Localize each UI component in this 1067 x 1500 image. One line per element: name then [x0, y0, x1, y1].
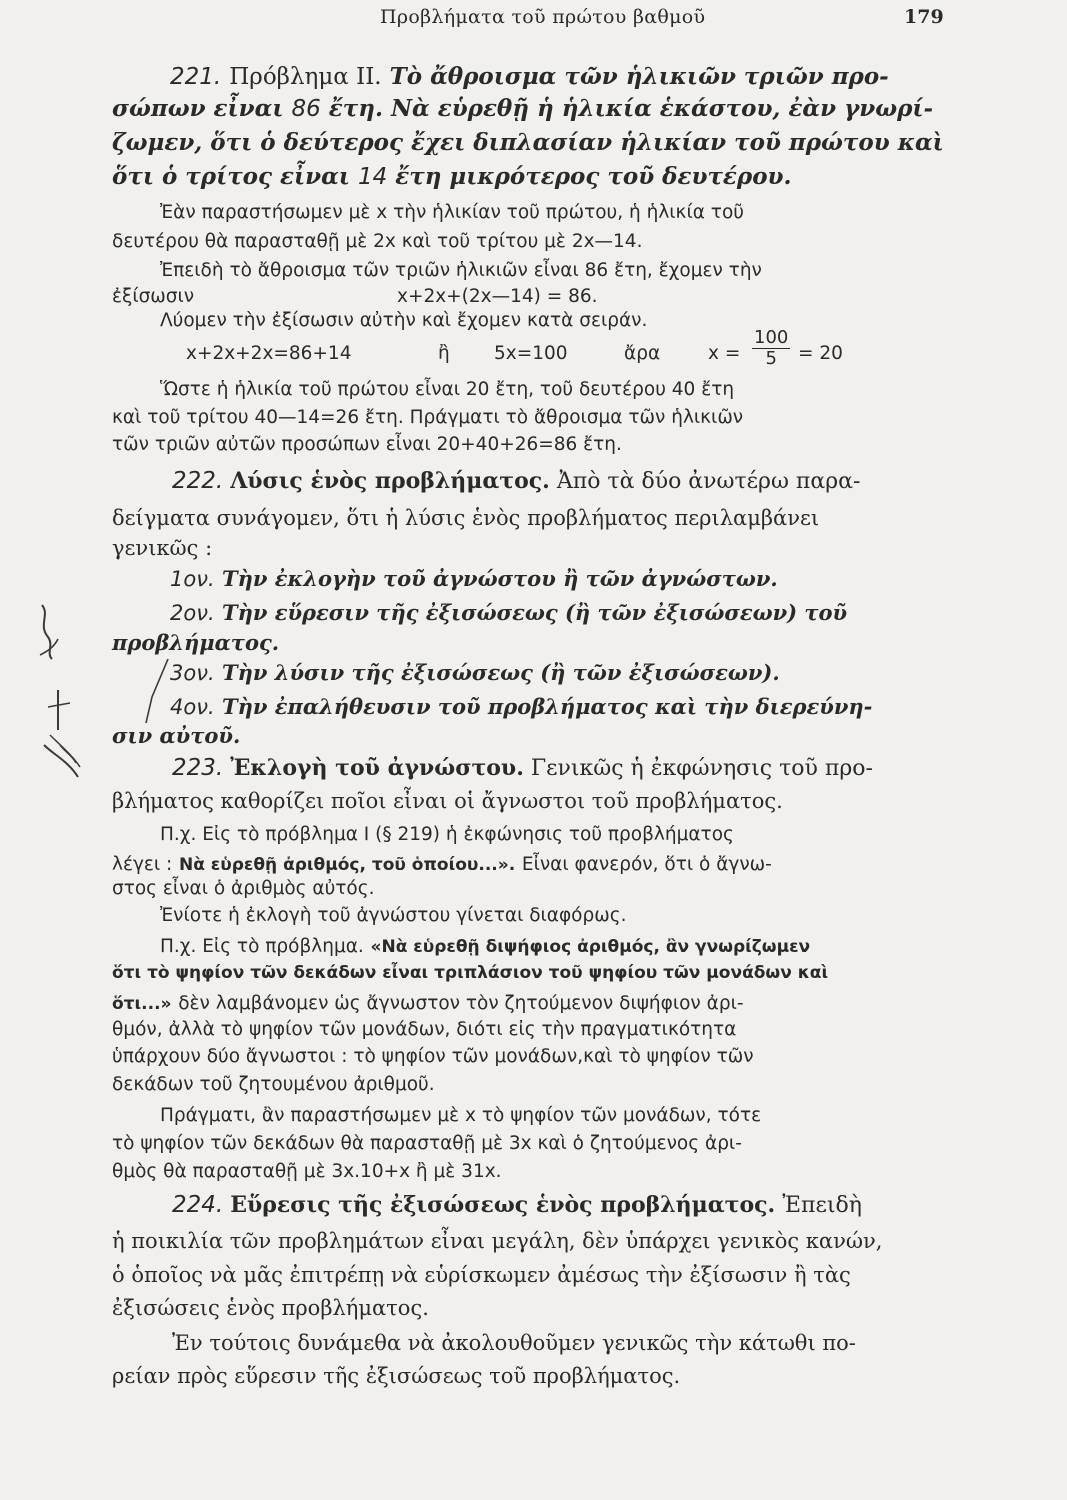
problem-text: ἔτη. Νὰ εὑρεθῇ ἡ ἡλικία ἑκάστου, ἐὰν γνωρί-	[328, 95, 934, 122]
step-3	[170, 660, 780, 686]
body-line: δεκάδων τοῦ ζητουμένου ἀριθμοῦ.	[112, 1074, 435, 1095]
body-text: δὲν λαμβάνομεν ὡς ἄγνωστον τὸν ζητούμενον διψήφιον ἀρι-	[178, 993, 744, 1014]
section-number: 221.	[170, 64, 222, 90]
body-line	[112, 850, 772, 878]
body-line: Ἐνίοτε ἡ ἐκλογὴ τοῦ ἀγνώστου γίνεται διαφόρως.	[160, 905, 627, 926]
problem-statement: Τὸ ἄθροισμα τῶν ἡλικιῶν τριῶν προ-	[389, 63, 889, 90]
step-2	[170, 600, 847, 626]
step-text: Τὴν ἐκλογὴν τοῦ ἀγνώστου ἢ τῶν ἀγνώστων.	[221, 566, 778, 591]
body-line: γενικῶς :	[112, 536, 213, 560]
body-text: Π.χ. Εἰς τὸ πρόβλημα.	[160, 936, 364, 957]
section-heading: Λύσις ἑνὸς προβλήματος.	[230, 468, 550, 494]
section-222-heading-line	[172, 468, 860, 495]
body-line: ὁ ὁποῖος νὰ μᾶς ἐπιτρέπῃ νὰ εὑρίσκωμεν ἀμέσως τὴν ἐξίσωσιν ἢ τὰς	[112, 1263, 851, 1287]
step-text: Τὴν εὕρεσιν τῆς ἐξισώσεως (ἢ τῶν ἐξισώσεων) τοῦ	[221, 600, 848, 625]
solution-line: καὶ τοῦ τρίτου 40—14=26 ἔτη. Πράγματι τὸ ἄθροισμα τῶν ἡλικιῶν	[112, 407, 744, 428]
body-line	[160, 932, 810, 960]
problem-text: σώπων εἶναι	[112, 95, 284, 122]
solution-line: Ἐπειδὴ τὸ ἄθροισμα τῶν τριῶν ἡλικιῶν εἶναι 86 ἔτη, ἔχομεν τὴν	[160, 260, 762, 281]
problem-number: 14	[357, 164, 388, 190]
body-line: θμὸς θὰ παρασταθῇ μὲ 3x.10+x ἢ μὲ 31x.	[112, 1161, 502, 1182]
step-4	[170, 694, 872, 720]
handwritten-margin-mark	[20, 595, 100, 785]
fraction-denominator: 5	[765, 348, 777, 369]
body-text: Γενικῶς ἡ ἐκφώνησις τοῦ προ-	[530, 756, 873, 781]
body-text: λέγει :	[112, 854, 173, 875]
body-line: Ἐν τούτοις δυνάμεθα νὰ ἀκολουθοῦμεν γενικῶς τὴν κάτωθι πο-	[172, 1331, 856, 1355]
solution-line: Λύομεν τὴν ἐξίσωσιν αὐτὴν καὶ ἔχομεν κατὰ σειράν.	[160, 310, 648, 331]
equation-label: ἐξίσωσιν	[112, 286, 195, 307]
equation-step: x =	[708, 343, 741, 364]
problem-221-line-4	[112, 164, 792, 190]
section-223-heading-line	[172, 755, 873, 782]
step-number: 1ον.	[170, 567, 215, 591]
body-line: Π.χ. Εἰς τὸ πρόβλημα Ι (§ 219) ἡ ἐκφώνησις τοῦ προβλήματος	[160, 824, 734, 845]
body-line: βλήματος καθορίζει ποῖοι εἶναι οἱ ἄγνωστοι τοῦ προβλήματος.	[112, 789, 783, 813]
step-text: Τὴν ἐπαλήθευσιν τοῦ προβλήματος καὶ τὴν διερεύνη-	[221, 694, 873, 719]
body-line: στος εἶναι ὁ ἀριθμὸς αὐτός.	[112, 878, 375, 899]
body-text: Εἶναι φανερόν, ὅτι ὁ ἄγνω-	[521, 854, 772, 875]
section-heading: Ἐκλογὴ τοῦ ἀγνώστου.	[230, 755, 524, 781]
body-line: ρείαν πρὸς εὕρεσιν τῆς ἐξισώσεως τοῦ προβλήματος.	[112, 1364, 681, 1388]
page-number: 179	[904, 6, 944, 28]
section-number: 224.	[172, 1192, 224, 1218]
body-text: Ἐπειδὴ	[782, 1193, 862, 1218]
equation-connector: ἄρα	[624, 343, 661, 364]
step-number: 2ον.	[170, 601, 215, 625]
section-heading: Πρόβλημα ΙΙ.	[229, 64, 382, 90]
handwritten-bracket-mark	[140, 657, 170, 727]
problem-221-line-2	[112, 96, 933, 122]
body-line: ἡ ποικιλία τῶν προβλημάτων εἶναι μεγάλη, δὲν ὑπάρχει γενικὸς κανών,	[112, 1229, 883, 1253]
section-number: 222.	[172, 468, 224, 494]
solution-line: τῶν τριῶν αὐτῶν προσώπων εἶναι 20+40+26=86 ἔτη.	[112, 434, 622, 455]
solution-line: Ὥστε ἡ ἡλικία τοῦ πρώτου εἶναι 20 ἔτη, τοῦ δευτέρου 40 ἔτη	[160, 379, 735, 400]
equation-chain	[186, 341, 351, 367]
running-header: Προβλήματα τοῦ πρώτου βαθμοῦ	[380, 6, 706, 28]
step-2-continued: προβλήματος.	[112, 630, 280, 655]
body-line: θμόν, ἀλλὰ τὸ ψηφίον τῶν μονάδων, διότι εἰς τὴν πραγματικότητα	[112, 1019, 737, 1040]
quoted-text: «Νὰ εὑρεθῇ διψήφιος ἀριθμός, ἂν γνωρίζωμεν	[370, 937, 811, 957]
equation-line	[112, 284, 598, 310]
section-224-heading-line	[172, 1192, 862, 1219]
body-line: τὸ ψηφίον τῶν δεκάδων θὰ παρασταθῇ μὲ 3x καὶ ὁ ζητούμενος ἀρι-	[112, 1133, 742, 1154]
body-line: ὑπάρχουν δύο ἄγνωστοι : τὸ ψηφίον τῶν μονάδων,καὶ τὸ ψηφίον τῶν	[112, 1046, 754, 1067]
problem-221-line-1	[170, 64, 889, 90]
quoted-line: ὅτι τὸ ψηφίον τῶν δεκάδων εἶναι τριπλάσιον τοῦ ψηφίου τῶν μονάδων καὶ	[112, 963, 829, 983]
section-number: 223.	[172, 755, 224, 781]
solution-line: Ἐὰν παραστήσωμεν μὲ x τὴν ἡλικίαν τοῦ πρώτου, ἡ ἡλικία τοῦ	[160, 202, 744, 223]
solution-line: δευτέρου θὰ παρασταθῇ μὲ 2x καὶ τοῦ τρίτου μὲ 2x—14.	[112, 231, 643, 252]
equation-connector: ἢ	[438, 343, 450, 364]
equation-step: x+2x+2x=86+14	[186, 343, 352, 364]
quoted-text: Νὰ εὑρεθῇ ἀριθμός, τοῦ ὁποίου...».	[178, 855, 516, 875]
problem-text: ἔτη μικρότερος τοῦ δευτέρου.	[395, 163, 792, 190]
problem-text: ὅτι ὁ τρίτος εἶναι	[112, 163, 350, 190]
section-heading: Εὕρεσις τῆς ἐξισώσεως ἑνὸς προβλήματος.	[230, 1192, 776, 1218]
step-number: 4ον.	[170, 695, 215, 719]
quoted-text: ὅτι...»	[112, 994, 172, 1014]
equation: x+2x+(2x—14) = 86.	[397, 286, 598, 307]
fraction-numerator: 100	[754, 327, 789, 348]
step-4-continued: σιν αὐτοῦ.	[112, 723, 241, 748]
step-number: 3ον.	[170, 661, 215, 685]
equation-step: 5x=100	[494, 343, 568, 364]
body-text: Ἀπὸ τὰ δύο ἀνωτέρω παρα-	[556, 469, 861, 494]
body-line: ἐξισώσεις ἑνὸς προβλήματος.	[112, 1296, 429, 1320]
body-line: δείγματα συνάγομεν, ὅτι ἡ λύσις ἑνὸς προβλήματος περιλαμβάνει	[112, 506, 820, 530]
step-1	[170, 566, 778, 592]
problem-number: 86	[291, 96, 321, 122]
body-line	[112, 989, 744, 1017]
fraction	[752, 328, 790, 369]
equation-result: = 20	[798, 343, 843, 364]
step-text: Τὴν λύσιν τῆς ἐξισώσεως (ἢ τῶν ἐξισώσεων).	[221, 660, 780, 685]
body-line: Πράγματι, ἂν παραστήσωμεν μὲ x τὸ ψηφίον τῶν μονάδων, τότε	[160, 1105, 762, 1126]
problem-221-line-3: ζωμεν, ὅτι ὁ δεύτερος ἔχει διπλασίαν ἡλικίαν τοῦ πρώτου καὶ	[112, 129, 944, 156]
